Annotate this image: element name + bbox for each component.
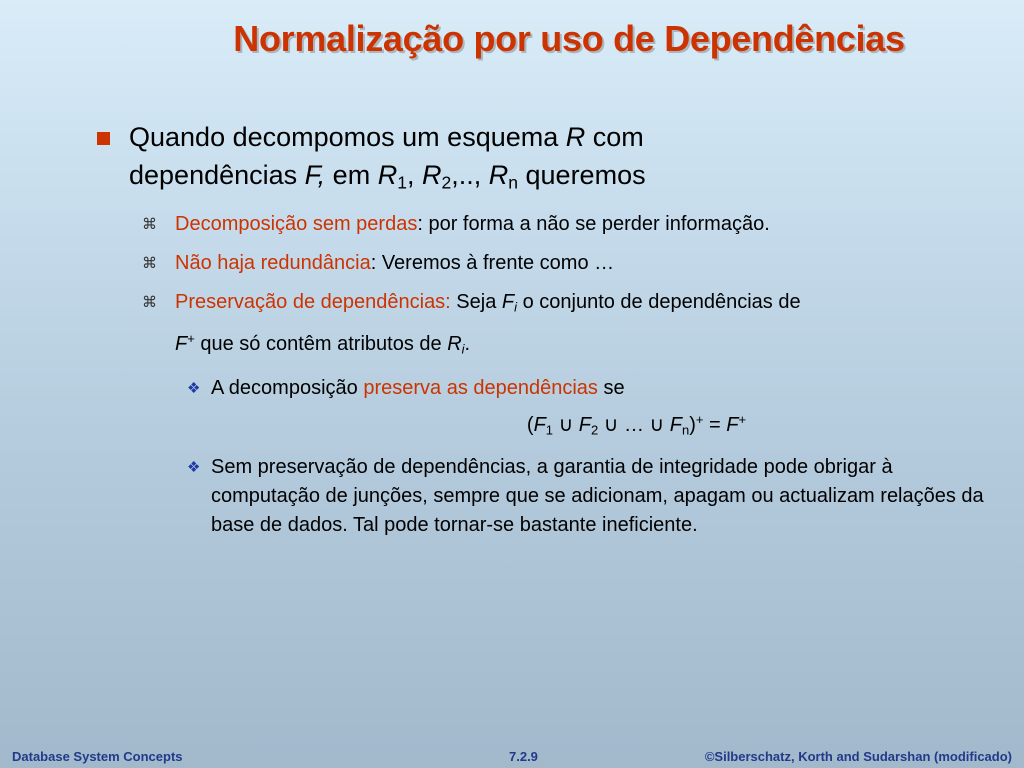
union-formula <box>187 407 996 443</box>
var-r: R <box>565 122 586 152</box>
formula-op1: ∪ <box>553 414 579 437</box>
sub-bullet-redundancy <box>142 248 996 279</box>
lossless-text: : por forma a não se perder informação. <box>417 213 770 236</box>
formula-f: F <box>726 414 739 437</box>
slide-title: Normalização por uso de Dependências <box>233 18 905 59</box>
comma-1: , <box>406 160 422 190</box>
formula-f1: F <box>533 414 546 437</box>
redundancy-label: Não haja redundância <box>175 252 371 275</box>
dots: ,.., <box>451 160 489 190</box>
formula-sn: n <box>681 422 690 438</box>
formula-eq: = <box>703 414 727 437</box>
formula-plus1: + <box>695 412 704 428</box>
intro-text-3: dependências <box>129 160 305 190</box>
cross-bullet-icon: ⌘ <box>142 216 157 234</box>
sub-ri: i <box>461 341 465 357</box>
var-r2: R <box>421 160 442 190</box>
intro-text-2: com <box>585 122 644 152</box>
square-bullet-icon <box>97 132 110 145</box>
formula-f2: F <box>578 414 592 437</box>
intro-text-1: Quando decompomos um esquema <box>129 122 566 152</box>
diamond-bullet-icon: ❖ <box>187 459 201 477</box>
cross-bullet-icon: ⌘ <box>142 294 157 312</box>
sub-bullet-lossless <box>142 209 996 240</box>
main-bullet <box>96 118 996 201</box>
sub-2: 2 <box>441 172 452 193</box>
formula-s1: 1 <box>545 422 554 438</box>
footer-page-number: 7.2.9 <box>509 749 538 764</box>
diamond-bullet-no-preservation <box>187 453 996 540</box>
redundancy-text: : Veremos à frente como … <box>370 252 615 275</box>
var-rn: R <box>488 160 509 190</box>
formula-fn: F <box>669 414 682 437</box>
preservation-text-3: que só contêm atributos de <box>194 332 448 355</box>
sub-bullet-preservation <box>142 287 996 364</box>
formula-open: ( <box>526 414 534 437</box>
cross-bullet-icon: ⌘ <box>142 255 157 273</box>
diamond-bullet-decomposition <box>187 374 996 403</box>
sup-plus: + <box>187 330 195 346</box>
decomposition-text-1: A decomposição <box>211 377 364 400</box>
diamond-bullet-icon: ❖ <box>187 380 201 398</box>
footer-copyright: ©Silberschatz, Korth and Sudarshan (modificado) <box>704 749 1012 764</box>
formula-op2: ∪ … ∪ <box>598 414 670 437</box>
var-r1: R <box>377 160 398 190</box>
var-f: F, <box>304 160 326 190</box>
preservation-text-1: Seja <box>450 291 502 314</box>
footer-left: Database System Concepts <box>12 749 183 764</box>
intro-text-4: em <box>325 160 378 190</box>
decomposition-text-2: se <box>597 377 625 400</box>
var-fi: F <box>501 291 515 314</box>
formula-plus2: + <box>738 412 747 428</box>
sub-1: 1 <box>397 172 407 193</box>
preserves-dependencies: preserva as dependências <box>363 377 598 400</box>
no-preservation-text: Sem preservação de dependências, a garantia de integridade pode obrigar à computação de junções, sempre que se adicionam, apagam ou actualizam relações da base de dados. Tal pode tornar-se bastante ineficiente. <box>211 456 984 537</box>
formula-s2: 2 <box>591 422 599 438</box>
slide-content <box>96 118 996 540</box>
var-fplus: F <box>175 332 188 355</box>
var-ri: R <box>447 332 462 355</box>
preservation-text-2: o conjunto de dependências de <box>517 291 801 314</box>
lossless-label: Decomposição sem perdas <box>175 213 418 236</box>
intro-text-5: queremos <box>518 160 646 190</box>
sub-n: n <box>508 172 519 193</box>
preservation-text-4: . <box>464 332 471 355</box>
sub-i: i <box>514 299 518 315</box>
formula-close: ) <box>689 414 696 437</box>
preservation-label: Preservação de dependências: <box>175 291 451 314</box>
